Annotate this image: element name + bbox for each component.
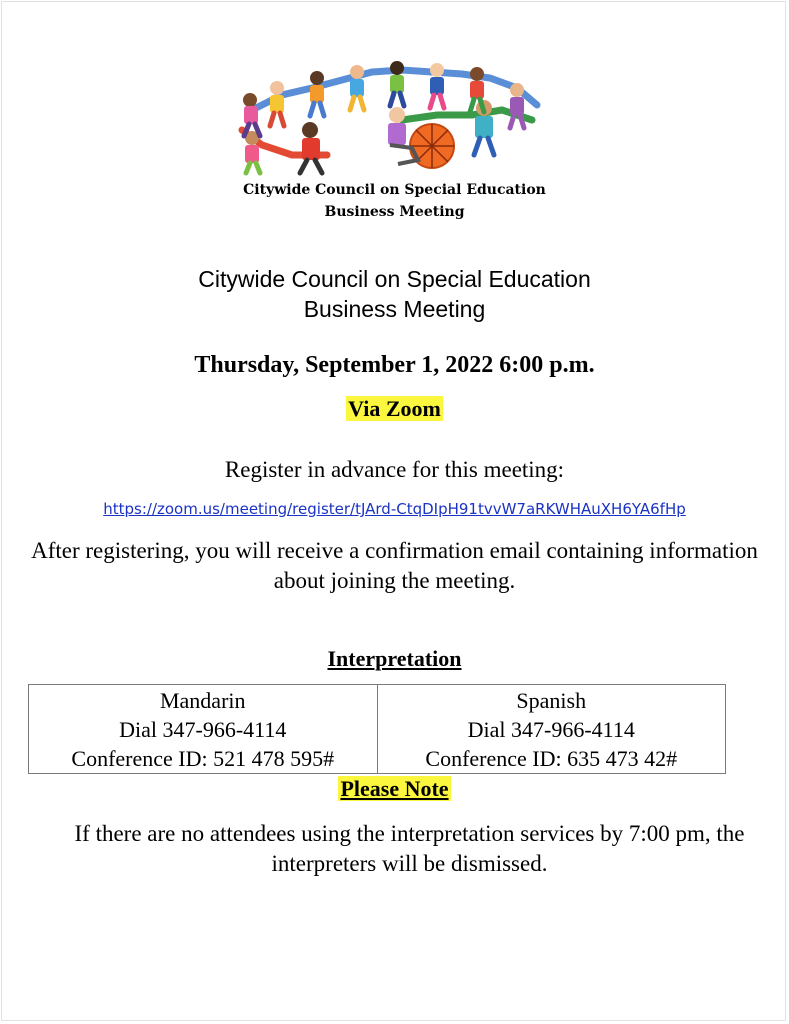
interpretation-cell-spanish xyxy=(377,685,726,774)
dial-number: Dial 347-966-4114 xyxy=(119,717,287,742)
table-row xyxy=(29,685,726,774)
meeting-date: Thursday, September 1, 2022 6:00 p.m. xyxy=(194,352,595,378)
title-line2: Business Meeting xyxy=(303,296,486,322)
conference-id: Conference ID: 521 478 595# xyxy=(71,746,335,771)
interpretation-table xyxy=(28,684,726,774)
logo-people-circle-image xyxy=(222,60,562,178)
interpretation-cell-mandarin xyxy=(29,685,378,774)
dial-number: Dial 347-966-4114 xyxy=(467,717,635,742)
language-name: Mandarin xyxy=(159,688,246,713)
via-zoom-line xyxy=(0,395,789,423)
after-registering-text: After registering, you will receive a confirmation email containing information about joining the meeting. xyxy=(31,538,758,593)
interpretation-heading: Interpretation xyxy=(327,646,462,671)
register-link[interactable]: https://zoom.us/meeting/register/tJArd-CtqDIpH91tvvW7aRKWHAuXH6YA6fHp xyxy=(103,500,686,518)
logo-caption-line2: Business Meeting xyxy=(324,204,465,220)
via-zoom-highlight: Via Zoom xyxy=(348,396,441,421)
please-note-line xyxy=(0,775,789,803)
register-text: Register in advance for this meeting: xyxy=(224,457,565,482)
please-note-heading: Please Note xyxy=(340,776,449,801)
register-link-line xyxy=(0,498,789,520)
conference-id: Conference ID: 635 473 42# xyxy=(425,746,678,771)
title-line1: Citywide Council on Special Education xyxy=(198,266,591,292)
logo-caption-line1: Citywide Council on Special Education xyxy=(243,182,546,198)
language-name: Spanish xyxy=(516,688,587,713)
note-body-text: If there are no attendees using the interpretation services by 7:00 pm, the interpreters will be dismissed. xyxy=(74,821,745,876)
